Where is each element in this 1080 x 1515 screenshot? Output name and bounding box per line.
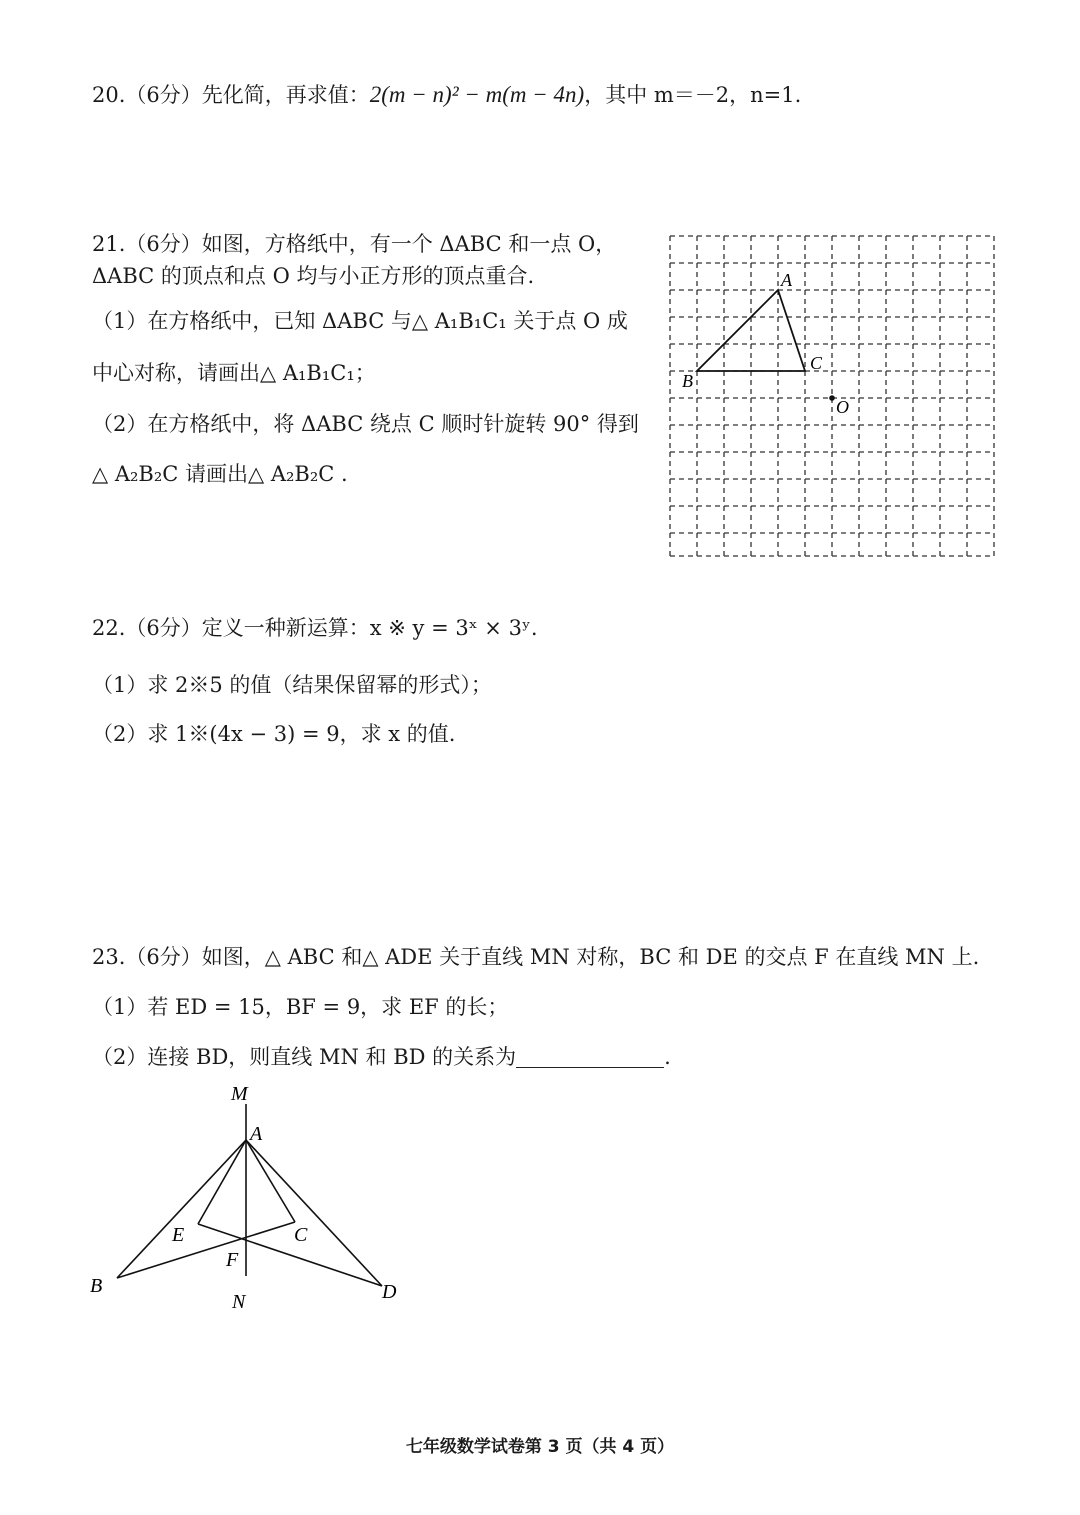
q20-number: 20.（6分）先化简，再求值： xyxy=(92,83,370,107)
q20-line xyxy=(92,80,801,110)
q23-part2-end: . xyxy=(664,1045,671,1069)
q23-line1: 23.（6分）如图，△ ABC 和△ ADE 关于直线 MN 对称，BC 和 DE 的交点 F 在直线 MN 上. xyxy=(92,945,980,969)
page-footer: 七年级数学试卷第 3 页（共 4 页） xyxy=(405,1437,675,1457)
segment-ae xyxy=(198,1140,246,1224)
q20-expression: 2(m − n)² − m(m − 4n) xyxy=(369,82,585,107)
label-f: F xyxy=(226,1249,239,1271)
segment-ac xyxy=(246,1140,295,1222)
q22-part2: （2）求 1※(4x − 3) = 9，求 x 的值. xyxy=(92,722,456,746)
q23-part1: （1）若 ED = 15，BF = 9，求 EF 的长； xyxy=(92,995,509,1019)
q20-condition: ，其中 m＝－2，n=1. xyxy=(584,83,802,107)
q21-line1: 21.（6分）如图，方格纸中，有一个 ΔABC 和一点 O， xyxy=(92,232,617,256)
q21-grid-figure xyxy=(660,228,1005,566)
q23-part2: （2）连接 BD，则直线 MN 和 BD 的关系为 xyxy=(92,1045,517,1069)
label-n: N xyxy=(232,1291,246,1313)
label-o: O xyxy=(836,397,849,417)
q21-part1-b: 中心对称，请画出△ A₁B₁C₁； xyxy=(92,361,376,385)
label-b2: B xyxy=(90,1275,103,1297)
label-c2: C xyxy=(294,1224,308,1246)
label-d: D xyxy=(382,1281,397,1303)
label-m: M xyxy=(231,1083,248,1105)
q23-figure xyxy=(80,1078,420,1318)
point-o xyxy=(829,395,835,401)
label-c: C xyxy=(810,353,823,373)
q22-part1: （1）求 2※5 的值（结果保留幂的形式）； xyxy=(92,673,492,697)
label-b: B xyxy=(682,371,693,391)
segment-ad xyxy=(246,1140,382,1286)
q22-line1: 22.（6分）定义一种新运算：x ※ y = 3ˣ × 3ʸ. xyxy=(92,616,538,640)
label-e: E xyxy=(172,1224,185,1246)
answer-blank[interactable] xyxy=(516,1045,664,1068)
q23-part2-line xyxy=(92,1042,671,1072)
q21-line2: ΔABC 的顶点和点 O 均与小正方形的顶点重合. xyxy=(92,264,535,288)
label-a: A xyxy=(781,270,792,290)
label-a2: A xyxy=(250,1123,263,1145)
q21-part2-b: △ A₂B₂C 请画出△ A₂B₂C . xyxy=(92,462,348,486)
q21-part1-a: （1）在方格纸中，已知 ΔABC 与△ A₁B₁C₁ 关于点 O 成 xyxy=(92,309,628,333)
q21-part2-a: （2）在方格纸中，将 ΔABC 绕点 C 顺时针旋转 90° 得到 xyxy=(92,412,639,436)
